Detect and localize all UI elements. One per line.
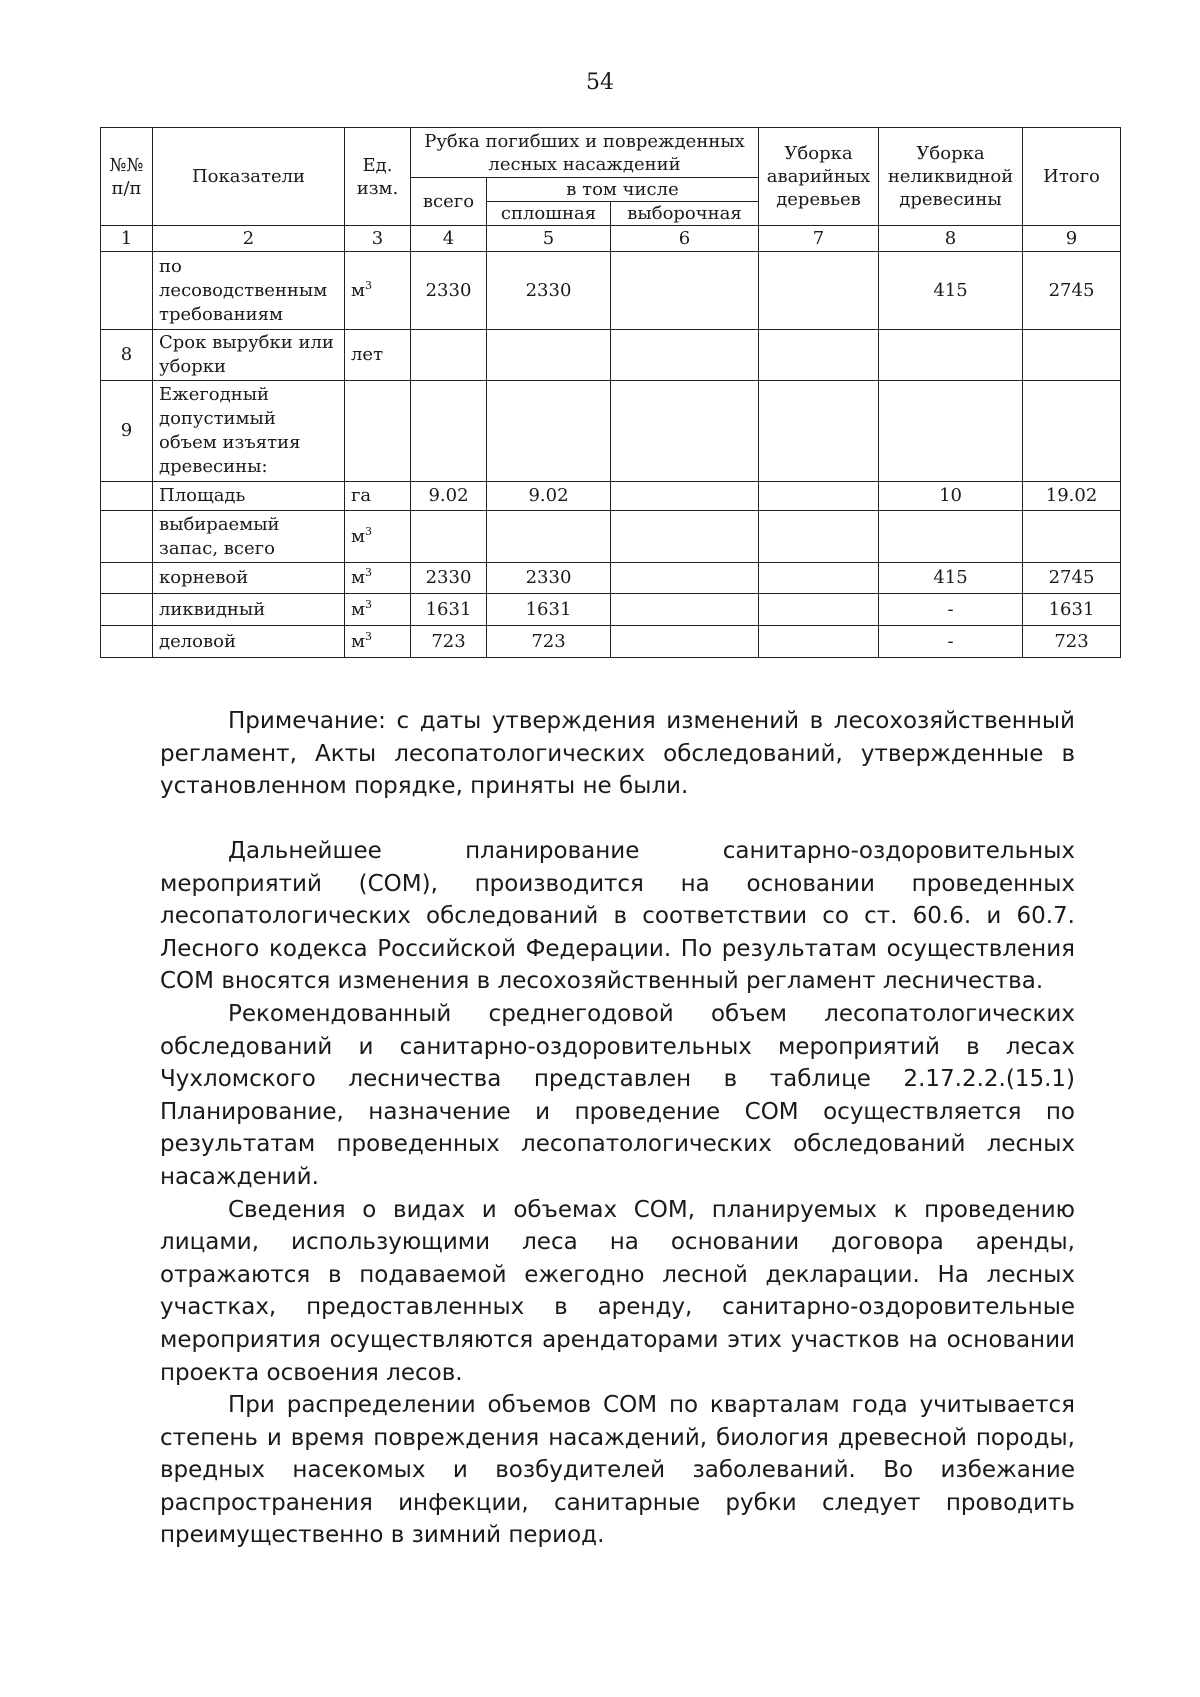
row-num: 8	[101, 330, 153, 381]
table-row	[101, 511, 1121, 563]
cell-selective	[611, 626, 759, 658]
table-row	[101, 252, 1121, 330]
unit-superscript: 3	[365, 597, 373, 611]
table-row	[101, 381, 1121, 482]
row-unit: лет	[351, 344, 384, 365]
paragraph: Сведения о видах и объемах СОМ, планируемых к проведению лицами, использующими леса на основании договора аренды, отражаются в подаваемой ежегодно лесной декларации. На лесных участках, предоставленных в аренду, санитарно-оздоровительные мероприятия осуществляются арендаторами этих участков на основании проекта освоения лесов.	[160, 1196, 1075, 1386]
row-unit: м	[351, 279, 366, 301]
row-unit: м	[351, 598, 366, 620]
unit-superscript: 3	[365, 524, 373, 538]
row-label: Площадь	[153, 482, 345, 511]
cell-selective	[611, 511, 759, 563]
unit-superscript: 3	[365, 278, 373, 292]
cell-illiquid	[879, 511, 1023, 563]
col-number: 1	[101, 226, 153, 252]
cell-illiquid: -	[879, 626, 1023, 658]
col-number: 2	[153, 226, 345, 252]
col-number: 8	[879, 226, 1023, 252]
cell-emergency	[759, 330, 879, 381]
col-number: 9	[1023, 226, 1121, 252]
row-unit: га	[351, 485, 372, 506]
cell-clear: 1631	[487, 594, 611, 626]
cell-total	[411, 381, 487, 482]
row-num: 9	[101, 381, 153, 482]
cell-clear: 2330	[487, 252, 611, 330]
row-label: корневой	[153, 563, 345, 594]
header-indicator: Показатели	[153, 128, 345, 226]
row-num	[101, 252, 153, 330]
cell-selective	[611, 330, 759, 381]
col-number: 5	[487, 226, 611, 252]
cell-itogo: 723	[1023, 626, 1121, 658]
row-num	[101, 482, 153, 511]
cell-total: 1631	[411, 594, 487, 626]
row-label: Срок вырубки или уборки	[153, 330, 345, 381]
header-clear: сплошная	[487, 202, 611, 226]
cell-illiquid: 415	[879, 252, 1023, 330]
cell-selective	[611, 563, 759, 594]
header-selective: выборочная	[611, 202, 759, 226]
cell-total: 723	[411, 626, 487, 658]
cell-total	[411, 511, 487, 563]
cell-illiquid	[879, 330, 1023, 381]
row-label: Ежегодный допустимый объем изъятия древесины:	[153, 381, 345, 482]
cell-clear	[487, 381, 611, 482]
table-row	[101, 330, 1121, 381]
cell-emergency	[759, 594, 879, 626]
cell-total	[411, 330, 487, 381]
header-including: в том числе	[487, 178, 759, 202]
cell-itogo: 19.02	[1023, 482, 1121, 511]
cell-total: 2330	[411, 563, 487, 594]
felling-table	[100, 127, 1121, 658]
cell-clear	[487, 511, 611, 563]
paragraph: Дальнейшее планирование санитарно-оздоровительных мероприятий (СОМ), производится на основании проведенных лесопатологических обследований в соответствии со ст. 60.6. и 60.7. Лесного кодекса Российской Федерации. По результатам осуществления СОМ вносятся изменения в лесохозяйственный регламент лесничества.	[160, 838, 1075, 995]
cell-illiquid: 10	[879, 482, 1023, 511]
header-total: всего	[411, 178, 487, 226]
row-unit: м	[351, 567, 366, 588]
col-number: 7	[759, 226, 879, 252]
row-num	[101, 563, 153, 594]
header-unit: Ед. изм.	[345, 128, 411, 226]
cell-illiquid	[879, 381, 1023, 482]
page-number: 54	[586, 70, 614, 95]
col-number: 3	[345, 226, 411, 252]
header-num: №№ п/п	[101, 128, 153, 226]
row-label: деловой	[153, 626, 345, 658]
cell-itogo	[1023, 330, 1121, 381]
cell-emergency	[759, 252, 879, 330]
cell-clear	[487, 330, 611, 381]
header-illiquid: Уборка неликвидной древесины	[879, 128, 1023, 226]
header-emergency: Уборка аварийных деревьев	[759, 128, 879, 226]
row-num	[101, 626, 153, 658]
col-number: 6	[611, 226, 759, 252]
unit-superscript: 3	[365, 566, 373, 579]
row-label: выбираемый запас, всего	[153, 511, 345, 563]
cell-itogo: 2745	[1023, 563, 1121, 594]
cell-total: 9.02	[411, 482, 487, 511]
cell-emergency	[759, 563, 879, 594]
cell-selective	[611, 594, 759, 626]
unit-superscript: 3	[365, 629, 373, 643]
body-text	[160, 835, 1075, 1552]
cell-clear: 2330	[487, 563, 611, 594]
cell-illiquid: 415	[879, 563, 1023, 594]
row-label: по лесоводственным требованиям	[153, 252, 345, 330]
cell-itogo: 2745	[1023, 252, 1121, 330]
row-num	[101, 511, 153, 563]
column-number-row	[101, 226, 1121, 252]
table-row	[101, 482, 1121, 511]
cell-clear: 723	[487, 626, 611, 658]
header-felling-group: Рубка погибших и поврежденных лесных насаждений	[411, 128, 759, 178]
cell-selective	[611, 252, 759, 330]
paragraph: Рекомендованный среднегодовой объем лесопатологических обследований и санитарно-оздоровительных мероприятий в лесах Чухломского лесничества представлен в таблице 2.17.2.2.(15.1) Планирование, назначение и проведение СОМ осуществляется по результатам проведенных лесопатологических обследований лесных насаждений.	[160, 1000, 1075, 1190]
cell-emergency	[759, 511, 879, 563]
cell-illiquid: -	[879, 594, 1023, 626]
cell-emergency	[759, 381, 879, 482]
row-label: ликвидный	[153, 594, 345, 626]
table-row	[101, 594, 1121, 626]
cell-itogo	[1023, 381, 1121, 482]
cell-emergency	[759, 626, 879, 658]
table-row	[101, 626, 1121, 658]
cell-clear: 9.02	[487, 482, 611, 511]
cell-itogo: 1631	[1023, 594, 1121, 626]
row-num	[101, 594, 153, 626]
cell-total: 2330	[411, 252, 487, 330]
cell-itogo	[1023, 511, 1121, 563]
table-row	[101, 563, 1121, 594]
paragraph: При распределении объемов СОМ по кварталам года учитывается степень и время повреждения насаждений, биология древесной породы, вредных насекомых и возбудителей заболеваний. Во избежание распространения инфекции, санитарные рубки следует проводить преимущественно в зимний период.	[160, 1392, 1075, 1549]
note-text: Примечание: с даты утверждения изменений в лесохозяйственный регламент, Акты лесопатологических обследований, утвержденные в установленном порядке, приняты не были.	[160, 708, 1075, 800]
header-itogo: Итого	[1023, 128, 1121, 226]
row-unit: м	[351, 630, 366, 652]
note-block	[160, 705, 1075, 803]
row-unit: м	[351, 525, 366, 547]
cell-selective	[611, 381, 759, 482]
cell-emergency	[759, 482, 879, 511]
cell-selective	[611, 482, 759, 511]
col-number: 4	[411, 226, 487, 252]
